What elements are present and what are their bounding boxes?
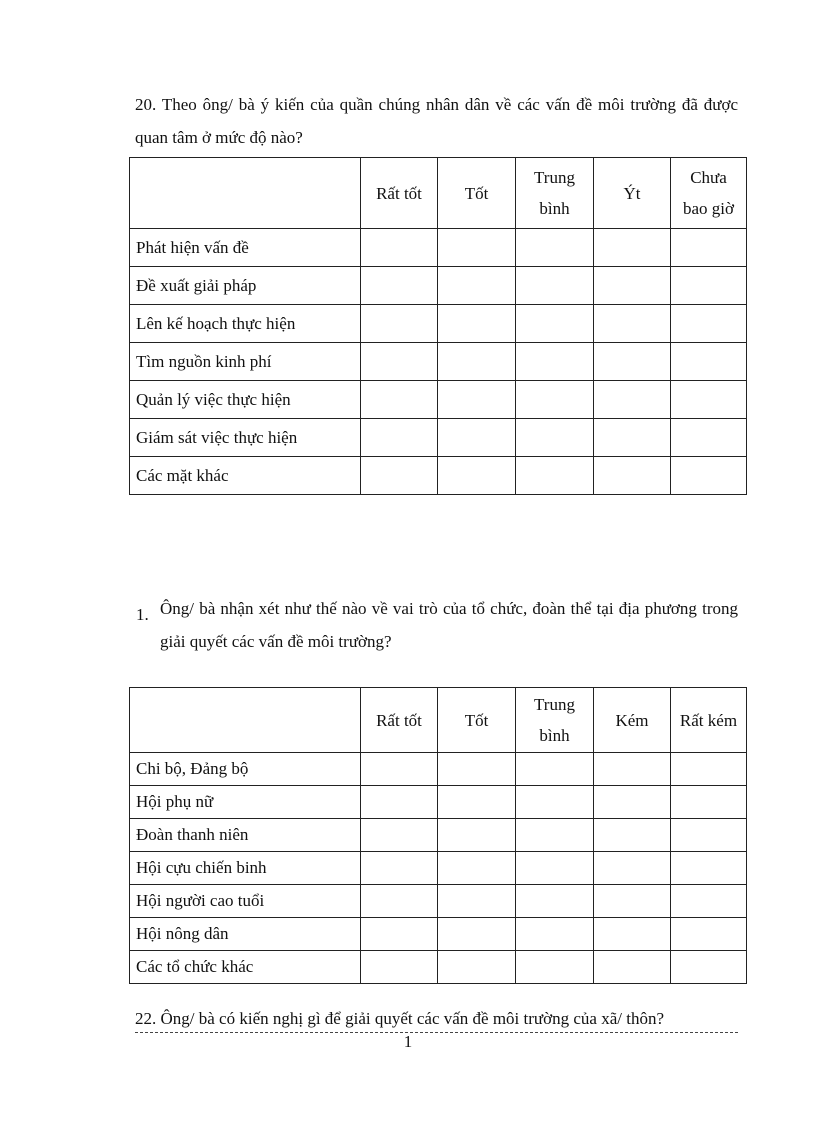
answer-cell[interactable] (671, 343, 747, 381)
row-label: Quản lý việc thực hiện (130, 381, 361, 419)
table-row (130, 852, 747, 885)
answer-cell[interactable] (516, 419, 594, 457)
answer-cell[interactable] (594, 951, 671, 984)
table-row (130, 819, 747, 852)
answer-cell[interactable] (671, 457, 747, 495)
row-label: Lên kế hoạch thực hiện (130, 305, 361, 343)
question-22-text: 22. Ông/ bà có kiến nghị gì để giải quyết các vấn đề môi trường của xã/ thôn? (135, 1006, 738, 1033)
answer-cell[interactable] (361, 305, 438, 343)
answer-cell[interactable] (594, 419, 671, 457)
answer-cell[interactable] (671, 852, 747, 885)
column-header: Tốt (438, 158, 516, 229)
answer-cell[interactable] (438, 753, 516, 786)
answer-cell[interactable] (516, 343, 594, 381)
row-label: Đoàn thanh niên (130, 819, 361, 852)
column-header: Trung bình (516, 688, 594, 753)
answer-cell[interactable] (361, 229, 438, 267)
answer-cell[interactable] (438, 305, 516, 343)
answer-cell[interactable] (516, 819, 594, 852)
answer-cell[interactable] (438, 885, 516, 918)
answer-cell[interactable] (438, 229, 516, 267)
answer-cell[interactable] (361, 419, 438, 457)
question-21-table (129, 687, 747, 984)
row-label: Hội nông dân (130, 918, 361, 951)
answer-cell[interactable] (594, 786, 671, 819)
answer-cell[interactable] (516, 305, 594, 343)
table-row (130, 343, 747, 381)
answer-cell[interactable] (438, 918, 516, 951)
table-row (130, 267, 747, 305)
header-empty-cell (130, 158, 361, 229)
column-header: Kém (594, 688, 671, 753)
column-header: Rất kém (671, 688, 747, 753)
table-row (130, 381, 747, 419)
answer-cell[interactable] (438, 819, 516, 852)
table-header-row (130, 688, 747, 753)
column-header: Trung bình (516, 158, 594, 229)
header-empty-cell (130, 688, 361, 753)
answer-cell[interactable] (516, 885, 594, 918)
row-label: Tìm nguồn kinh phí (130, 343, 361, 381)
answer-cell[interactable] (438, 786, 516, 819)
answer-cell[interactable] (671, 951, 747, 984)
answer-cell[interactable] (361, 457, 438, 495)
answer-cell[interactable] (361, 381, 438, 419)
row-label: Giám sát việc thực hiện (130, 419, 361, 457)
answer-cell[interactable] (516, 381, 594, 419)
answer-cell[interactable] (361, 786, 438, 819)
answer-cell[interactable] (361, 267, 438, 305)
question-21-text: Ông/ bà nhận xét như thế nào về vai trò của tổ chức, đoàn thể tại địa phương trong giải quyết các vấn đề môi trường? (160, 599, 738, 651)
row-label: Phát hiện vấn đề (130, 229, 361, 267)
table-row (130, 305, 747, 343)
answer-cell[interactable] (671, 381, 747, 419)
answer-cell[interactable] (671, 753, 747, 786)
column-header: Rất tốt (361, 688, 438, 753)
table-row (130, 951, 747, 984)
answer-cell[interactable] (361, 885, 438, 918)
row-label: Chi bộ, Đảng bộ (130, 753, 361, 786)
answer-cell[interactable] (516, 918, 594, 951)
table-row (130, 229, 747, 267)
column-header: Tốt (438, 688, 516, 753)
question-20-text: 20. Theo ông/ bà ý kiến của quần chúng nhân dân về các vấn đề môi trường đã được quan tâm ở mức độ nào? (135, 95, 738, 147)
column-header: Ýt (594, 158, 671, 229)
answer-cell[interactable] (516, 786, 594, 819)
answer-cell[interactable] (671, 819, 747, 852)
answer-cell[interactable] (516, 457, 594, 495)
answer-cell[interactable] (594, 305, 671, 343)
column-header: Chưa bao giờ (671, 158, 747, 229)
answer-cell[interactable] (594, 343, 671, 381)
row-label: Đề xuất giải pháp (130, 267, 361, 305)
answer-cell[interactable] (516, 229, 594, 267)
question-21-number: 1. (136, 605, 149, 624)
answer-cell[interactable] (438, 951, 516, 984)
row-label: Hội người cao tuổi (130, 885, 361, 918)
answer-cell[interactable] (594, 457, 671, 495)
table-row (130, 918, 747, 951)
answer-cell[interactable] (671, 267, 747, 305)
table-header-row (130, 158, 747, 229)
question-20-table (129, 157, 747, 495)
answer-cell[interactable] (438, 419, 516, 457)
row-label: Hội phụ nữ (130, 786, 361, 819)
row-label: Các tổ chức khác (130, 951, 361, 984)
answer-cell[interactable] (671, 229, 747, 267)
table-row (130, 457, 747, 495)
table-row (130, 753, 747, 786)
answer-cell[interactable] (516, 753, 594, 786)
answer-cell[interactable] (438, 267, 516, 305)
answer-cell[interactable] (438, 381, 516, 419)
answer-cell[interactable] (438, 852, 516, 885)
answer-cell[interactable] (594, 885, 671, 918)
answer-cell[interactable] (671, 419, 747, 457)
answer-cell[interactable] (516, 852, 594, 885)
answer-cell[interactable] (361, 852, 438, 885)
answer-cell[interactable] (594, 381, 671, 419)
answer-cell[interactable] (594, 819, 671, 852)
table-row (130, 885, 747, 918)
answer-cell[interactable] (671, 918, 747, 951)
answer-cell[interactable] (361, 951, 438, 984)
answer-cell[interactable] (594, 852, 671, 885)
answer-cell[interactable] (516, 267, 594, 305)
table-row (130, 786, 747, 819)
answer-cell[interactable] (438, 457, 516, 495)
row-label: Hội cựu chiến binh (130, 852, 361, 885)
answer-cell[interactable] (594, 229, 671, 267)
answer-cell[interactable] (516, 951, 594, 984)
answer-cell[interactable] (671, 885, 747, 918)
column-header: Rất tốt (361, 158, 438, 229)
page-number: 1 (403, 1032, 413, 1051)
answer-cell[interactable] (671, 305, 747, 343)
answer-cell[interactable] (438, 343, 516, 381)
answer-cell[interactable] (594, 918, 671, 951)
answer-cell[interactable] (361, 753, 438, 786)
table-row (130, 419, 747, 457)
answer-cell[interactable] (361, 819, 438, 852)
answer-cell[interactable] (361, 918, 438, 951)
row-label: Các mặt khác (130, 457, 361, 495)
answer-cell[interactable] (671, 786, 747, 819)
answer-cell[interactable] (594, 267, 671, 305)
answer-cell[interactable] (594, 753, 671, 786)
answer-cell[interactable] (361, 343, 438, 381)
